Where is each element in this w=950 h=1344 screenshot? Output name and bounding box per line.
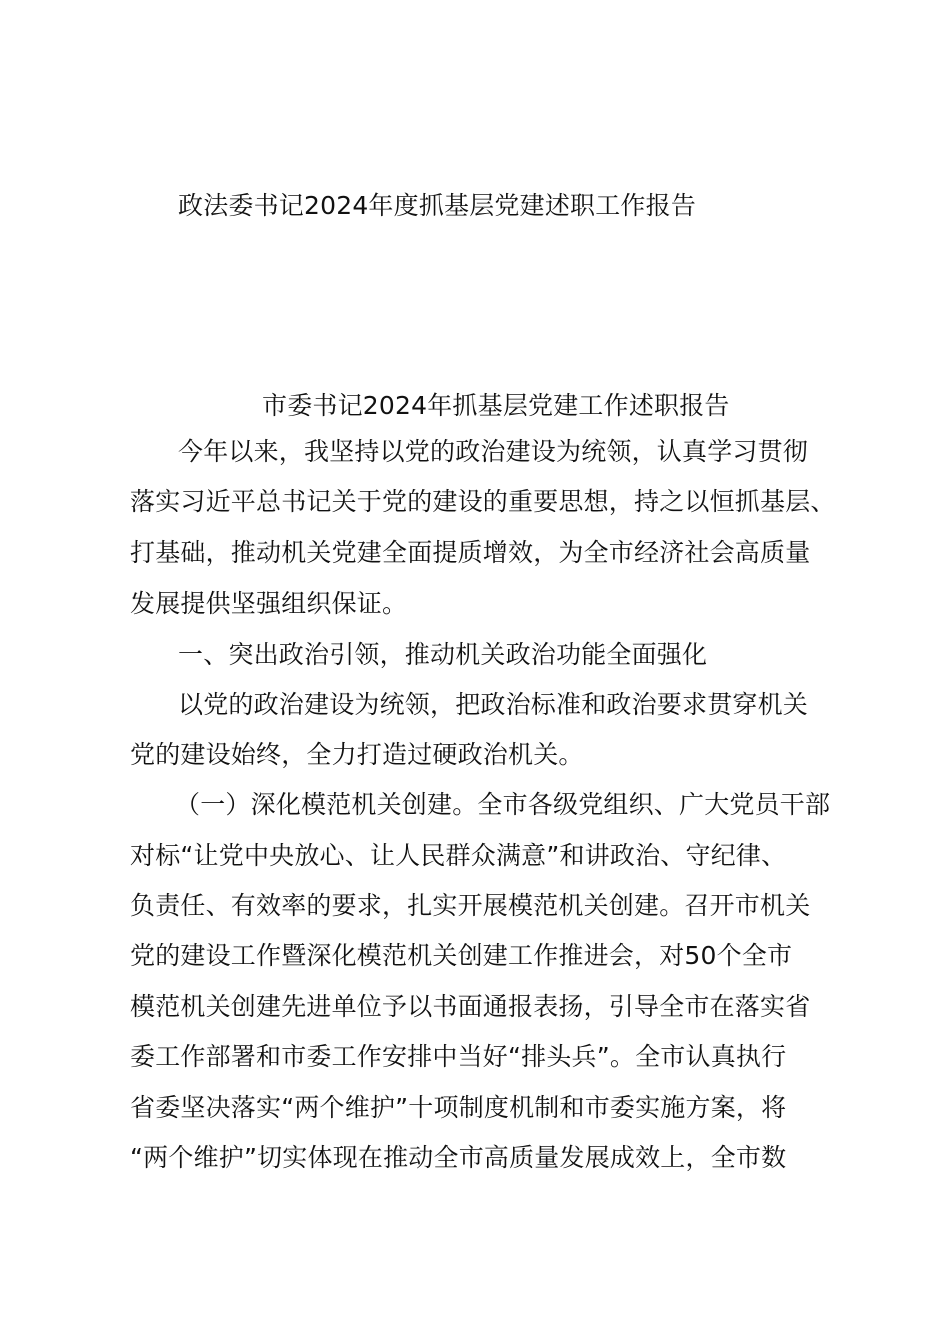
body-line: 省委坚决落实“两个维护”十项制度机制和市委实施方案，将 [130, 1093, 787, 1122]
body-line: 落实习近平总书记关于党的建设的重要思想，持之以恒抓基层、 [130, 487, 836, 516]
body-line: 发展提供坚强组织保证。 [130, 589, 408, 618]
body-line: 今年以来，我坚持以党的政治建设为统领，认真学习贯彻 [178, 437, 809, 466]
cover-title: 政法委书记2024年度抓基层党建述职工作报告 [178, 191, 697, 220]
body-line: 模范机关创建先进单位予以书面通报表扬，引导全市在落实省 [130, 992, 811, 1021]
report-title: 市委书记2024年抓基层党建工作述职报告 [262, 391, 730, 420]
body-line: 委工作部署和市委工作安排中当好“排头兵”。全市认真执行 [130, 1042, 787, 1071]
body-line: “两个维护”切实体现在推动全市高质量发展成效上，全市数 [130, 1143, 787, 1172]
section-heading: 一、突出政治引领，推动机关政治功能全面强化 [178, 640, 708, 669]
body-line: 打基础，推动机关党建全面提质增效，为全市经济社会高质量 [130, 538, 811, 567]
subsection-line: （一）深化模范机关创建。全市各级党组织、广大党员干部 [175, 790, 831, 819]
body-line: 负责任、有效率的要求，扎实开展模范机关创建。召开市机关 [130, 891, 811, 920]
body-line: 党的建设始终，全力打造过硬政治机关。 [130, 740, 584, 769]
body-line: 对标“让党中央放心、让人民群众满意”和讲政治、守纪律、 [130, 841, 787, 870]
body-line: 以党的政治建设为统领，把政治标准和政治要求贯穿机关 [178, 690, 809, 719]
body-line: 党的建设工作暨深化模范机关创建工作推进会，对50个全市 [130, 941, 793, 970]
